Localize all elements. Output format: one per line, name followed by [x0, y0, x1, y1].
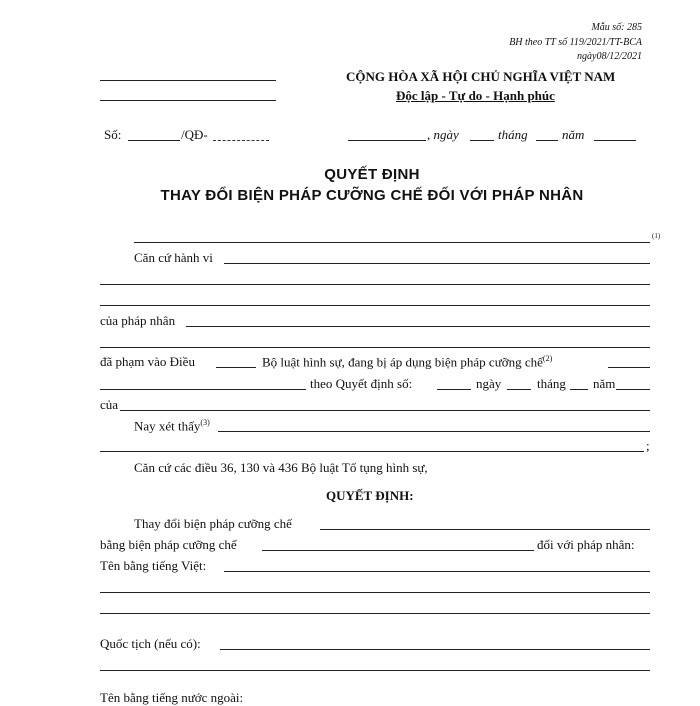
form-number: Mẫu số: 285 [591, 22, 642, 33]
nationality-field-2[interactable] [100, 670, 650, 671]
vietnamese-name-field-2[interactable] [100, 592, 650, 593]
authority-field[interactable] [134, 242, 650, 243]
issuer-field[interactable] [120, 410, 650, 411]
criminal-code-text: Bộ luật hình sự, đang bị áp dụng biện pháp cưỡng chế [262, 354, 543, 370]
note-3: (3) [200, 418, 210, 427]
behavior-field-3[interactable] [100, 305, 650, 306]
vietnamese-name-label: Tên bằng tiếng Việt: [100, 558, 207, 573]
issuer-label: của [100, 397, 119, 412]
decision-heading: QUYẾT ĐỊNH: [326, 488, 414, 503]
violated-article-label: đã phạm vào Điều [100, 354, 195, 369]
consideration-field-2[interactable] [100, 451, 644, 452]
date-month-label: tháng [498, 127, 528, 142]
place-field[interactable] [348, 140, 426, 141]
document-title: QUYẾT ĐỊNH [324, 166, 420, 183]
legal-entity-label: của pháp nhân [100, 313, 176, 328]
note-1: (1) [652, 232, 661, 240]
measure-name-field[interactable] [100, 389, 306, 390]
note-2: (2) [542, 354, 553, 363]
change-measure-field[interactable] [320, 529, 650, 530]
date-year-label: năm [562, 127, 585, 142]
legal-entity-field[interactable] [186, 326, 650, 327]
form-date: ngày08/12/2021 [577, 51, 642, 62]
date-day-label: , ngày [427, 127, 459, 142]
decision-number-field[interactable] [437, 389, 471, 390]
vietnamese-name-field-3[interactable] [100, 613, 650, 614]
consideration-text: Nay xét thấy [134, 418, 201, 434]
legal-basis: Căn cứ các điều 36, 130 và 436 Bộ luật Tố tụng hình sự, [134, 460, 428, 475]
date-year-field[interactable] [594, 140, 636, 141]
behavior-field-2[interactable] [100, 284, 650, 285]
country-name: CỘNG HÒA XÃ HỘI CHỦ NGHĨA VIỆT NAM [346, 69, 616, 84]
document-subtitle: THAY ĐỔI BIỆN PHÁP CƯỠNG CHẾ ĐỐI VỚI PHÁP NHÂN [160, 187, 584, 204]
foreign-name-label: Tên bằng tiếng nước ngoài: [100, 690, 244, 705]
nationality-label: Quốc tịch (nếu có): [100, 636, 201, 651]
consideration-label [134, 418, 210, 434]
qd-label: /QĐ- [181, 127, 208, 142]
behavior-label: Căn cứ hành vi [134, 250, 213, 265]
new-measure-field[interactable] [262, 550, 534, 551]
change-measure-label: Thay đổi biện pháp cưỡng chế [134, 516, 292, 531]
decision-year-label: năm [593, 376, 616, 391]
agency-line-2 [100, 100, 276, 101]
date-day-field[interactable] [470, 140, 494, 141]
motto: Độc lập - Tự do - Hạnh phúc [396, 88, 555, 103]
decision-month-field[interactable] [570, 389, 588, 390]
article-field[interactable] [216, 367, 256, 368]
qd-suffix-field[interactable] [213, 140, 269, 141]
decision-day-field[interactable] [507, 389, 531, 390]
agency-line-1 [100, 80, 276, 81]
decision-year-field[interactable] [616, 389, 650, 390]
vietnamese-name-field[interactable] [224, 571, 650, 572]
criminal-code-label [262, 354, 552, 370]
circular-reference: BH theo TT số 119/2021/TT-BCA [509, 37, 642, 48]
decision-day-label: ngày [476, 376, 502, 391]
number-field[interactable] [128, 140, 180, 141]
behavior-field[interactable] [224, 263, 650, 264]
consideration-field[interactable] [218, 431, 650, 432]
nationality-field[interactable] [220, 649, 650, 650]
new-measure-label: bằng biện pháp cưỡng chế [100, 537, 237, 552]
for-legal-entity-label: đối với pháp nhân: [537, 537, 635, 552]
semicolon: ; [646, 438, 650, 453]
number-label: Số: [104, 127, 122, 142]
decision-month-label: tháng [537, 376, 566, 391]
decision-number-label: theo Quyết định số: [310, 376, 413, 391]
date-month-field[interactable] [536, 140, 558, 141]
current-measure-field[interactable] [608, 367, 650, 368]
legal-entity-field-2[interactable] [100, 347, 650, 348]
